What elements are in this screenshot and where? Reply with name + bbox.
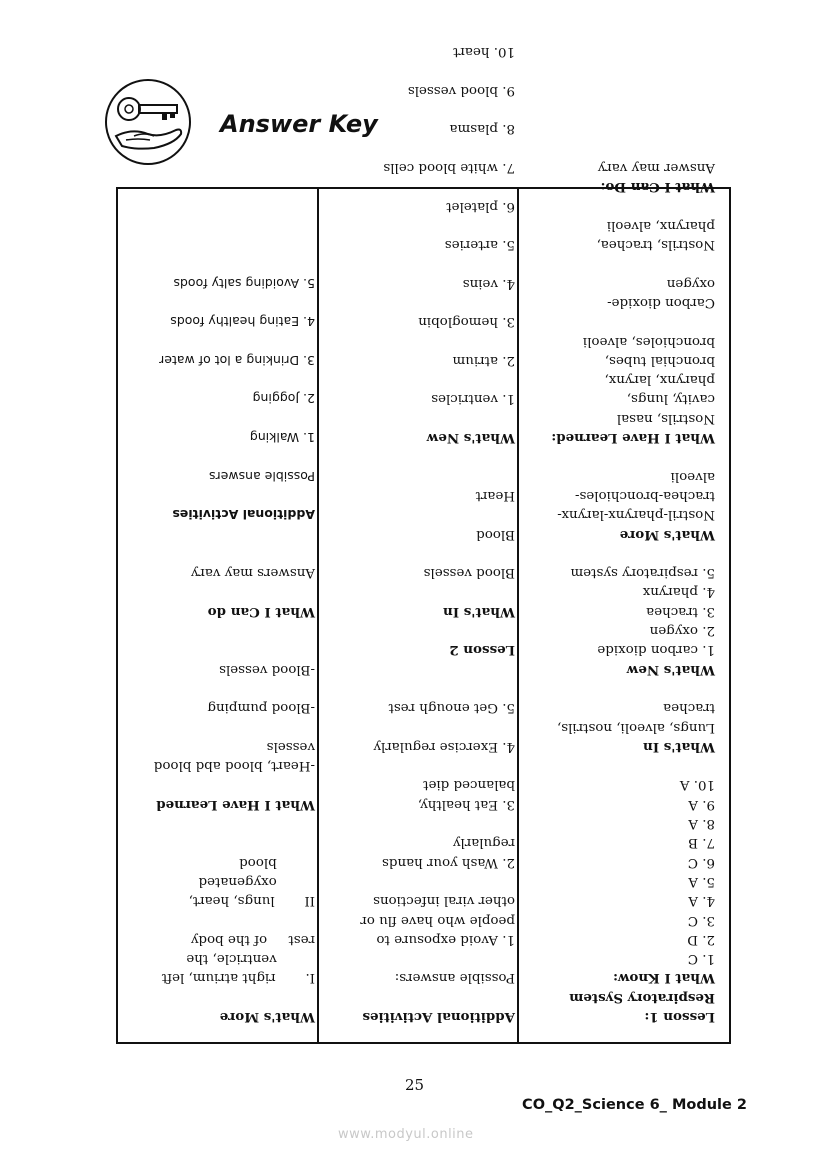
answer-line: people who have flu or — [360, 912, 515, 928]
answer-line: 8. plasma — [449, 121, 515, 137]
answer-line: 9. A — [688, 796, 715, 812]
answer-line: 3. Eat healthy, — [417, 796, 515, 812]
answer-line: Nostril-pharynx-larynx- — [557, 507, 715, 523]
answer-line — [341, 872, 515, 891]
answer-line: Lungs, alveoli, nostrils, — [556, 719, 715, 735]
answer-line — [130, 621, 315, 640]
answer-line — [341, 621, 515, 640]
answer-line — [130, 486, 315, 505]
answer-line: 8. A — [688, 816, 715, 832]
answer-line: bronchioles, alveoli — [582, 333, 715, 349]
answer-line — [130, 409, 315, 428]
lesson-1-column — [529, 159, 729, 1042]
section-heading: What I Know: — [613, 970, 715, 987]
answer-line: Carbon dioxide- — [607, 295, 715, 311]
answer-line: other viral infections — [373, 893, 515, 909]
answer-line: cavity, lungs, — [626, 391, 715, 407]
section-heading: What's In — [443, 603, 515, 620]
answer-line — [341, 254, 515, 273]
section-heading: What's New — [626, 661, 715, 678]
answer-line: Blood — [476, 526, 515, 542]
answer-line: 10. heart — [453, 44, 515, 60]
answer-line: II lungs, heart, — [188, 893, 315, 909]
answer-line: 2. D — [687, 931, 715, 947]
answer-line — [341, 177, 515, 196]
answer-line — [341, 717, 515, 736]
answer-line: 9. blood vessels — [407, 82, 515, 98]
answer-line: 4. Eating healthy foods — [170, 314, 315, 330]
answer-line: Blood vessels — [423, 565, 515, 581]
answer-line — [341, 466, 515, 485]
answer-line — [341, 582, 515, 601]
answer-line: 2. oxygen — [649, 623, 715, 639]
answer-line: Heart — [475, 487, 515, 503]
answer-line — [130, 370, 315, 389]
answer-line: 1. ventricles — [431, 391, 515, 407]
answer-line: 1. Avoid exposure to — [376, 931, 515, 947]
answer-line: 10. A — [679, 777, 715, 793]
section-heading: What I Can Do: — [600, 179, 715, 196]
answer-line: rest of the body — [190, 931, 315, 947]
answer-line — [341, 100, 515, 119]
lesson-2-column — [118, 189, 329, 1042]
answer-line — [130, 447, 315, 466]
answer-line — [341, 447, 515, 466]
section-heading: What I Have Learned — [156, 796, 315, 813]
answer-line — [341, 679, 515, 698]
answer-line: 7. white blood cells — [383, 159, 515, 175]
section-heading: What's More — [219, 1009, 315, 1025]
answer-line — [341, 814, 515, 833]
answer-line: 5. Get enough rest — [388, 700, 515, 716]
answer-line — [130, 544, 315, 563]
answer-line — [541, 679, 715, 698]
answer-line — [130, 814, 315, 833]
answer-line — [541, 756, 715, 775]
answer-line: 4. A — [688, 893, 715, 909]
answer-line — [341, 331, 515, 350]
answer-line: 1. Walking — [249, 430, 315, 446]
section-heading: What I Have Learned: — [551, 430, 715, 447]
answer-line — [341, 138, 515, 157]
lesson-1-2-column — [329, 44, 529, 1042]
answer-line — [341, 987, 515, 1006]
answer-line — [541, 544, 715, 563]
answer-line — [341, 756, 515, 775]
answer-line: Answer may vary — [597, 159, 715, 175]
section-heading: What's More — [619, 526, 715, 543]
answer-line: Nostrils, nasal — [616, 410, 715, 426]
answer-line — [341, 505, 515, 524]
answer-line: 2. Jogging — [252, 391, 315, 407]
section-heading: Respiratory System — [569, 989, 715, 1006]
answer-line: 5. Avoiding salty foods — [173, 275, 315, 291]
answer-line — [130, 640, 315, 659]
section-heading: What's In — [643, 738, 715, 755]
answer-line — [341, 409, 515, 428]
answer-line: ventricle, the — [186, 951, 315, 967]
watermark: www.modyul.online — [338, 1127, 474, 1142]
answer-line: Answers may vary — [190, 565, 315, 581]
answer-line — [341, 293, 515, 312]
answer-line — [541, 196, 715, 215]
answer-line: 6. C — [687, 854, 715, 870]
answer-line — [130, 331, 315, 350]
answer-line: -Blood pumping — [207, 700, 315, 716]
answer-line: 6. platelet — [446, 198, 515, 214]
answer-line: blood — [239, 854, 315, 870]
answer-line — [541, 254, 715, 273]
answer-line: 3. C — [687, 912, 715, 928]
answer-line — [541, 447, 715, 466]
answer-line — [541, 312, 715, 331]
answer-key-logo-icon — [104, 78, 192, 166]
answer-line — [341, 370, 515, 389]
answer-line: trachea — [663, 700, 715, 716]
answer-line — [130, 293, 315, 312]
answer-line: 4. veins — [462, 275, 515, 291]
answer-line: I. right atrium, left — [161, 970, 315, 986]
answer-line: oxygen — [666, 275, 715, 291]
answer-line — [130, 833, 315, 852]
answer-line: 3. Drinking a lot of water — [159, 352, 315, 368]
answer-line: pharynx, larynx, — [604, 372, 715, 388]
answer-line: 5. A — [688, 873, 715, 889]
section-heading: What's New — [426, 430, 515, 447]
answer-line: oxygenated — [198, 873, 315, 889]
answer-line: 2. Wash your hands — [382, 854, 515, 870]
answer-line — [130, 524, 315, 543]
answer-line: 4. Exercise regularly — [373, 738, 515, 754]
answer-line: 2. atrium — [452, 352, 515, 368]
section-heading: Additional Activities — [362, 1009, 515, 1025]
answer-line: balanced diet — [423, 777, 515, 793]
answer-line — [341, 949, 515, 968]
answer-line: 4. pharynx — [642, 584, 715, 600]
answer-line — [130, 910, 315, 929]
answer-line — [130, 679, 315, 698]
answer-line: 5. arteries — [444, 237, 515, 253]
answer-line: alveoli — [670, 468, 715, 484]
answer-line: 1. carbon dioxide — [597, 642, 715, 658]
section-heading: Additional Activities — [172, 507, 315, 523]
answer-line: pharynx, alveoli — [606, 217, 715, 233]
answer-line — [130, 582, 315, 601]
answer-line: 7. B — [688, 835, 715, 851]
answer-line — [341, 659, 515, 678]
answer-line — [341, 61, 515, 80]
answer-line: 3. hemoglobin — [418, 314, 515, 330]
answer-line: Nostrils, trachea, — [596, 237, 715, 253]
answer-line: Possible answers: — [394, 970, 515, 986]
section-heading: Lesson 2 — [449, 642, 515, 659]
answer-line: Possible answers — [209, 468, 315, 484]
answer-line — [130, 717, 315, 736]
section-heading: Lesson 1: — [644, 1009, 715, 1025]
answer-line — [341, 216, 515, 235]
answer-line: -Heart, blood abd blood — [153, 758, 315, 774]
answer-line: 5. respiratory system — [570, 565, 715, 581]
answer-line: regularly — [452, 835, 515, 851]
answer-line — [130, 775, 315, 794]
answer-line: vessels — [266, 738, 315, 754]
answer-line — [341, 544, 515, 563]
answer-line: 3. trachea — [646, 603, 715, 619]
section-heading: What I Can do — [207, 603, 315, 620]
answer-line — [130, 987, 315, 1006]
answer-line: bronchial tubes, — [604, 352, 715, 368]
module-footer: CO_Q2_Science 6_ Module 2 — [522, 1097, 747, 1113]
page-title: Answer Key — [220, 110, 378, 138]
answer-line: -Blood vessels — [219, 661, 315, 677]
answer-line: trachea-bronchioles- — [574, 487, 715, 503]
page-number: 25 — [405, 1076, 425, 1094]
answer-line: 1. C — [687, 951, 715, 967]
